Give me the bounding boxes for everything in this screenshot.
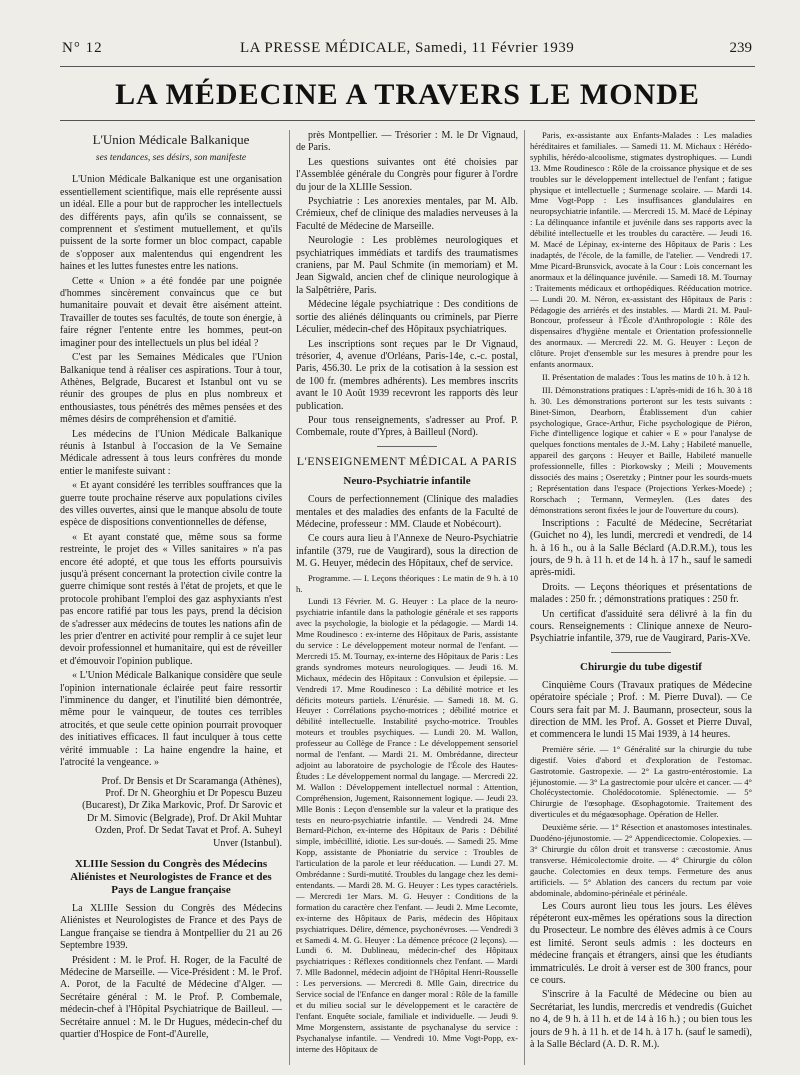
- article-title: Neuro-Psychiatrie infantile: [343, 475, 471, 488]
- page-number: 239: [729, 40, 752, 56]
- paragraph: Cette « Union » a été fondée par une poignée d'hommes sincèrement convaincus que ce but humanitaire pouvait et devait être aisément atteint. Travailler de toutes ses facultés, de toute son énergie, à faire régner l'entente entre les hommes, peut-on imaginer pour des intellectuels un plus bel idéal ?: [60, 275, 282, 349]
- paragraph: Les médecins de l'Union Médicale Balkanique réunis à Istanbul à l'occasion de la Ve Semaine Médicale adressent à tous leurs confrères du monde entier le manifeste suivant :: [60, 428, 282, 477]
- paragraph: Deuxième série. — 1° Résection et anastomoses intestinales. Duodéno-jéjunostomie. — 2° Appendicectomie. Colopexies. — 3° Chirurgie du côlon droit et transverse : cæcostomie. Anus transverse. Hémicolectomie droite. — 4° Chirurgie du côlon gauche. Colectomies en deux temps. Fermeture des anus artificiels. — 5° Ablation des cancers du rectum par voie abdominale, abdomino-périnéale et périnéale.: [530, 822, 752, 898]
- paragraph: Première série. — 1° Généralité sur la chirurgie du tube digestif. Voies d'abord et d'exploration de l'estomac. Gastrotomie. Gastropexie. — 2° La gastro-entérostomie. La jéjunostomie. — 3° La gastrectomie pour ulcère et cancer. — 4° Cholécystectomie. Cholédocotomie. Splénectomie. — 5° Chirurgie de l'œsophage. Œsophagotomie. Traitement des diverticules et du mégaœsophage. Opération de Heller.: [530, 743, 752, 820]
- signatories: Prof. Dr Bensis et Dr Scaramanga (Athènes), Prof. Dr N. Gheorghiu et Dr Popescu Buzeu (Bucarest), Dr Zika Markovic, Prof. Dr Sarovic et Dr M. Simovic (Belgrade), Prof. Dr Akil Muhtar Ozden, Prof. Dr Sedat Tavat et Prof. A. Suheyl Unver (Istanbul).: [82, 775, 282, 849]
- paragraph: Pour tous renseignements, s'adresser au Prof. P. Combemale, route d'Ypres, à Bailleul (Nord).: [296, 414, 518, 439]
- banner-rule: [60, 120, 755, 121]
- paragraph: Neurologie : Les problèmes neurologiques et psychiatriques immédiats et tardifs des traumatismes craniens, par M. Paul Schmite (in memoriam) et M. Jean Sigwald, ancien chef de clinique neurologique à la Salpêtrière, Paris.: [296, 235, 518, 296]
- section-banner: LA MÉDECINE A TRAVERS LE MONDE: [115, 78, 700, 111]
- paragraph: Lundi 13 Février. M. G. Heuyer : La place de la neuro-psychiatrie infantile dans la pathologie générale et ses rapports avec la psychologie, la biologie et la pédagogie. — Mardi 14. Mme Roudinesco : ex-interne des Hôpitaux de Paris, assistante du service : Le développement moteur normal de l'enfant. — Mercredi 15. M. Tournay, ex-interne des Hôpitaux de Paris : Les grands syndromes moteurs neurologiques. — Jeudi 16. M. Michaux, médecin des Hôpitaux : Convulsion et épilepsie. — Vendredi 17. Mme Roudinesco : La débilité motrice et les déficits moteurs partiels. L'énurésie. — Samedi 18. M. G. Heuyer : Corrélations psycho-motrices ; débilité motrice et débilité intellectuelle. Instabilité psycho-motrice. Troubles moteurs et troubles psychiques. — Lundi 20. M. Wallon, professeur au Collège de France : Le développement sensoriel normal de l'enfant. — Mardi 21. M. Ombrédanne, directeur adjoint au laboratoire de psychologie de l'École des Hautes-Études : Le développement normal du langage. — Mercredi 22. M. Wallon : Développement intellectuel normal : Attention, Compréhension, Jugement, Raisonnement logique. — Jeudi 23. Mlle Bonis : Leçon d'ensemble sur la valeur et la pratique des tests en neuro-psychiatrie infantile. — Vendredi 24. Mme Bernard-Pichon, ex-interne des Hôpitaux de Paris : Débilité simple, imbécillité, idiotie. Les sur-doués. — Samedi 25. Mme Kopp, assistante de Phoniatrie du service : Troubles de l'articulation de la parole et leur rééducation. — Lundi 27. M. Ombrédanne : Surdi-mutité. Troubles du langage chez les demi-entendants. — Mardi 28. M. G. Heuyer : Les types caractériels. — Mercredi 1er Mars. M. G. Heuyer : Conditions de la formation du caractère chez l'enfant. — Jeudi 2. Mme Lecomte, ex-interne des Hôpitaux de Paris, médecin des Hôpitaux psychiatriques. Délire, démence, psychonévroses. — Vendredi 3 et Samedi 4. M. G. Heuyer : La démence précoce (2 leçons). — Lundi 6. M. Dublineau, médecin-chef des Hôpitaux psychiatriques : Réflexes conditionnels chez l'enfant. — Mardi 7. Mlle Badonnel, médecin adjoint de l'Hôpital Henri-Rousselle : Les perversions. — Mercredi 8. Mlle Gain, directrice du Service social de l'Enfance en danger moral : Rôle de la famille et du milieu social sur le développement et le caractère de l'enfant. Enquête sociale, familiale et individuelle. — Jeudi 9. Mme Morgenstern, assistante de psychanalyse du service : Psychanalyse infantile. — Vendredi 10. Mme Vogt-Popp, ex-interne des Hôpitaux de: [296, 596, 518, 1054]
- paragraph: Psychiatrie : Les anorexies mentales, par M. Alb. Crémieux, chef de clinique des maladies nerveuses à la Faculté de Médecine de Marseille.: [296, 196, 518, 232]
- paragraph: Un certificat d'assiduité sera délivré à la fin du cours. Renseignements : Clinique annexe de Neuro-Psychiatrie infantile, 379, rue de Vaugirard, Paris-XVe.: [530, 608, 752, 645]
- paragraph: Programme. — I. Leçons théoriques : Le matin de 9 h. à 10 h.: [296, 572, 518, 594]
- column-1: [60, 130, 282, 1065]
- paragraph: L'Union Médicale Balkanique est une organisation essentiellement scientifique, mais elle représente aussi un idéal. Elle a pour but de rapprocher les intellectuels des différents pays, afin qu'ils se connaissent, se comprennent et s'estiment mutuellement, et qu'ils puissent de la sorte former un bloc compact, capable de s'opposer aux malentendus qui engendrent les haines et les luttes funestes entre les nations.: [60, 174, 282, 273]
- paragraph: La XLIIIe Session du Congrès des Médecins Aliénistes et Neurologistes de France et des Pays de Langue française se tiendra à Montpellier du 21 au 26 Septembre 1939.: [60, 902, 282, 952]
- column-divider: [289, 130, 290, 1065]
- paragraph: C'est par les Semaines Médicales que l'Union Balkanique tend à réaliser ces aspirations. Tour à tour, Athènes, Belgrade, Bucarest et Istanbul ont vu se réunir des groupes de plus en plus nombreux et enthousiastes, tous pénétrés des mêmes pensées et des mêmes désirs de compréhension et d'amitié.: [60, 352, 282, 426]
- section-title: L'ENSEIGNEMENT MÉDICAL A PARIS: [296, 453, 518, 468]
- paragraph: Les questions suivantes ont été choisies par l'Assemblée générale du Congrès pour figurer à l'ordre du jour de la XLIIIe Session.: [296, 156, 518, 193]
- paragraph: Cinquième Cours (Travaux pratiques de Médecine opératoire spéciale ; Prof. : M. Pierre Duval). — Ce Cours sera fait par M. J. Baumann, prosecteur, sous la direction de MM. les Prof. A. Gosset et Pierre Duval, et commencera le lundi 15 Mai 1939, à 14 heures.: [530, 679, 752, 741]
- paragraph: « Et ayant considéré les terribles souffrances que la guerre toute prochaine réserve aux populations civiles des villes ouvertes, ainsi que le manque absolu de toute espèce de dispositions conventionnelles de défense,: [60, 480, 282, 529]
- paragraph: Droits. — Leçons théoriques et présentations de malades : 250 fr. ; démonstrations pratiques : 250 fr.: [530, 581, 752, 606]
- column-divider: [524, 130, 525, 1065]
- paragraph: Ce cours aura lieu à l'Annexe de Neuro-Psychiatrie infantile (379, rue de Vaugirard), sous la direction de M. G. Heuyer, médecin des Hôpitaux, chef de service.: [296, 533, 518, 570]
- page-header: [62, 40, 752, 64]
- header-rule: [60, 66, 755, 67]
- paragraph: Médecine légale psychiatrique : Des conditions de sortie des aliénés délinquants ou criminels, par Pierre Léculier, médecin-chef des Hôpitaux psychiatriques.: [296, 299, 518, 336]
- journal-title: LA PRESSE MÉDICALE, Samedi, 11 Février 1939: [240, 40, 575, 56]
- paragraph: Les inscriptions sont reçues par le Dr Vignaud, trésorier, 4, avenue d'Orléans, Paris-14e, c.-c. postal, Paris, 456.30. Le prix de la cotisation à la session est de 100 fr. (membres adhérents). Les membres inscrits avant le 10 Août 1939 recevront les rapports dès leur publication.: [296, 338, 518, 412]
- paragraph: près Montpellier. — Trésorier : M. le Dr Vignaud, de Paris.: [296, 130, 518, 154]
- paragraph: « Et ayant constaté que, même sous sa forme restreinte, le projet des « Villes sanitaires » n'a pas encore été adopté, et que tous les efforts poursuivis jusqu'à présent concernant la protection civile contre la guerre chimique sont restés à l'état de projets, et que le protocole prohibant l'emploi des gaz asphyxiants n'est pas encore ratifié par tous les pays, prend la décision de s'adresser aux médecins de toutes les nations afin de les prier d'entrer en activité pour remplir à ce sujet leur devoir professionnel et humanitaire, qui est de réveiller et d'émouvoir l'opinion publique.: [60, 531, 282, 667]
- section-divider: [611, 652, 671, 653]
- section-divider: [377, 446, 437, 447]
- article-subtitle: ses tendances, ses désirs, son manifeste: [95, 153, 247, 163]
- paragraph: Inscriptions : Faculté de Médecine, Secrétariat (Guichet no 4), les lundi, mercredi et vendredi, de 14 h. à 16 h., ou à la Salle Béclard (A.D.R.M.), tous les jours, de 9 h. à 11 h. et de 14 h. à 17 h., sauf le samedi après-midi.: [530, 517, 752, 579]
- paragraph: Cours de perfectionnement (Clinique des maladies mentales et des maladies des enfants de la Faculté de Médecine, professeur : MM. Claude et Nobécourt).: [296, 494, 518, 530]
- paragraph: Les Cours auront lieu tous les jours. Les élèves répéteront eux-mêmes les opérations sous la direction du Prosecteur. Le nombre des élèves admis à ce Cours est limité. Seront seuls admis : les docteurs en médecine français et étrangers, ainsi que les étudiants immatriculés. Le droit à verser est de 300 francs, pour ce cours.: [530, 900, 752, 986]
- article-title: Chirurgie du tube digestif: [580, 660, 702, 673]
- paragraph: Paris, ex-assistante aux Enfants-Malades : Les maladies héréditaires et familiales. — Samedi 11. M. Michaux : Hérédo-syphilis, hérédo-alcoolisme, stigmates dystrophiques. — Lundi 13. Mme Roudinesco : Rôle de la croissance physique et de ses troubles sur le développement intellectuel de l'enfant ; fatigue physique et intellectuelle ; Surmenage scolaire. — Mardi 14. Mme Vogt-Popp : Les insuffisances glandulaires en neuropsychiatrie infantile. — Mercredi 15. M. Macé de Lépinay : La délinquance infantile et juvénile dans ses rapports avec la débilité intellectuelle et les troubles du caractère. — Jeudi 16. M. Macé de Lépinay, ex-interne des Hôpitaux de Paris : Les inadaptés, de l'école, de la famille, de l'atelier. — Vendredi 17. Mme Picard-Brunsvick, avocate à la Cour : Lois concernant les anormaux et la délinquance juvénile. — Samedi 18. M. Tournay : Traitements médicaux et orthopédiques. Rééducation motrice. — Lundi 20. M. Néron, ex-assistant des Hôpitaux de Paris : Pédagogie des arriérés et des instables. — Mardi 21. M. Paul-Boncour, professeur à l'École d'Anthropologie : Rôle des dispensaires d'hygiène mentale et Orientation professionnelle des anormaux. — Mercredi 22. M. G. Heuyer : Leçon de clôture. Projet d'ensemble sur les mesures à prendre pour les enfants anormaux.: [530, 130, 752, 370]
- article-title: XLIIIe Session du Congrès des Médecins Aliénistes et Neurologistes de France et des Pays de Langue française: [70, 857, 272, 896]
- paragraph: S'inscrire à la Faculté de Médecine ou bien au Secrétariat, les lundis, mercredis et vendredis (Guichet no 4, de 9 h. à 11 h. et de 14 à 16 h.) ; ou bien tous les jours de 9 h. à 11 h. et de 14 h. à 17 h. (sauf le samedi), à la Salle Béclard (A. D. R. M.).: [530, 989, 752, 1050]
- issue-number: N° 12: [62, 40, 103, 56]
- paragraph: II. Présentation de malades : Tous les matins de 10 h. à 12 h.: [542, 371, 750, 382]
- column-3: [530, 130, 752, 1065]
- paragraph: « L'Union Médicale Balkanique considère que seule l'opinion internationale éclairée peut faire ressortir l'imminence du danger, et l'inutilité bien démontrée, même pour le vainqueur, de toutes ces terribles atrocités, et que seule cette opinion pourrait provoquer des initiatives efficaces. Il faut inculquer à tous cette vérité immuable : La haine engendre la haine, et l'atrocité la vengeance. »: [60, 670, 282, 769]
- column-2: [296, 130, 518, 1065]
- paragraph: Président : M. le Prof. H. Roger, de la Faculté de Médecine de Marseille. — Vice-Président : M. le Prof. A. Porot, de la Faculté de Médecine d'Alger. — Secrétaire général : M. le Prof. P. Combemale, médecin-chef à l'Hôpital Psychiatrique de Bailleul. — Secrétaire annuel : M. le Dr Hugues, médecin-chef du quartier d'Hospice de Font-d'Aurelle,: [60, 954, 282, 1040]
- paragraph: III. Démonstrations pratiques : L'après-midi de 16 h. 30 à 18 h. 30. Les démonstrations porteront sur les tests suivants : Binet-Simon, Dearborn, Établissement d'un cahier psychologique, Grace-Arthur, Fiche psychologique de Piéron, Fiche d'intelligence logique et cahier « E » pour l'analyse de quelques fonctions mentales de J.-M. Lahy ; Habileté manuelle, appareil des garçons : Heuyer et Baille, Habileté manuelle professionnelle, filles : Piorkowsky ; Meili ; Mouvements dissociés des mains ; Oseretzky ; Pintner pour les sourds-muets ; Représentation dans l'espace (Projections Yerkes-Moede) ; Rorschach ; Termann, Vermeylen. (Les dates des démonstrations seront fixées le jour de l'ouverture du cours).: [530, 384, 752, 515]
- article-title: L'Union Médicale Balkanique: [92, 132, 250, 147]
